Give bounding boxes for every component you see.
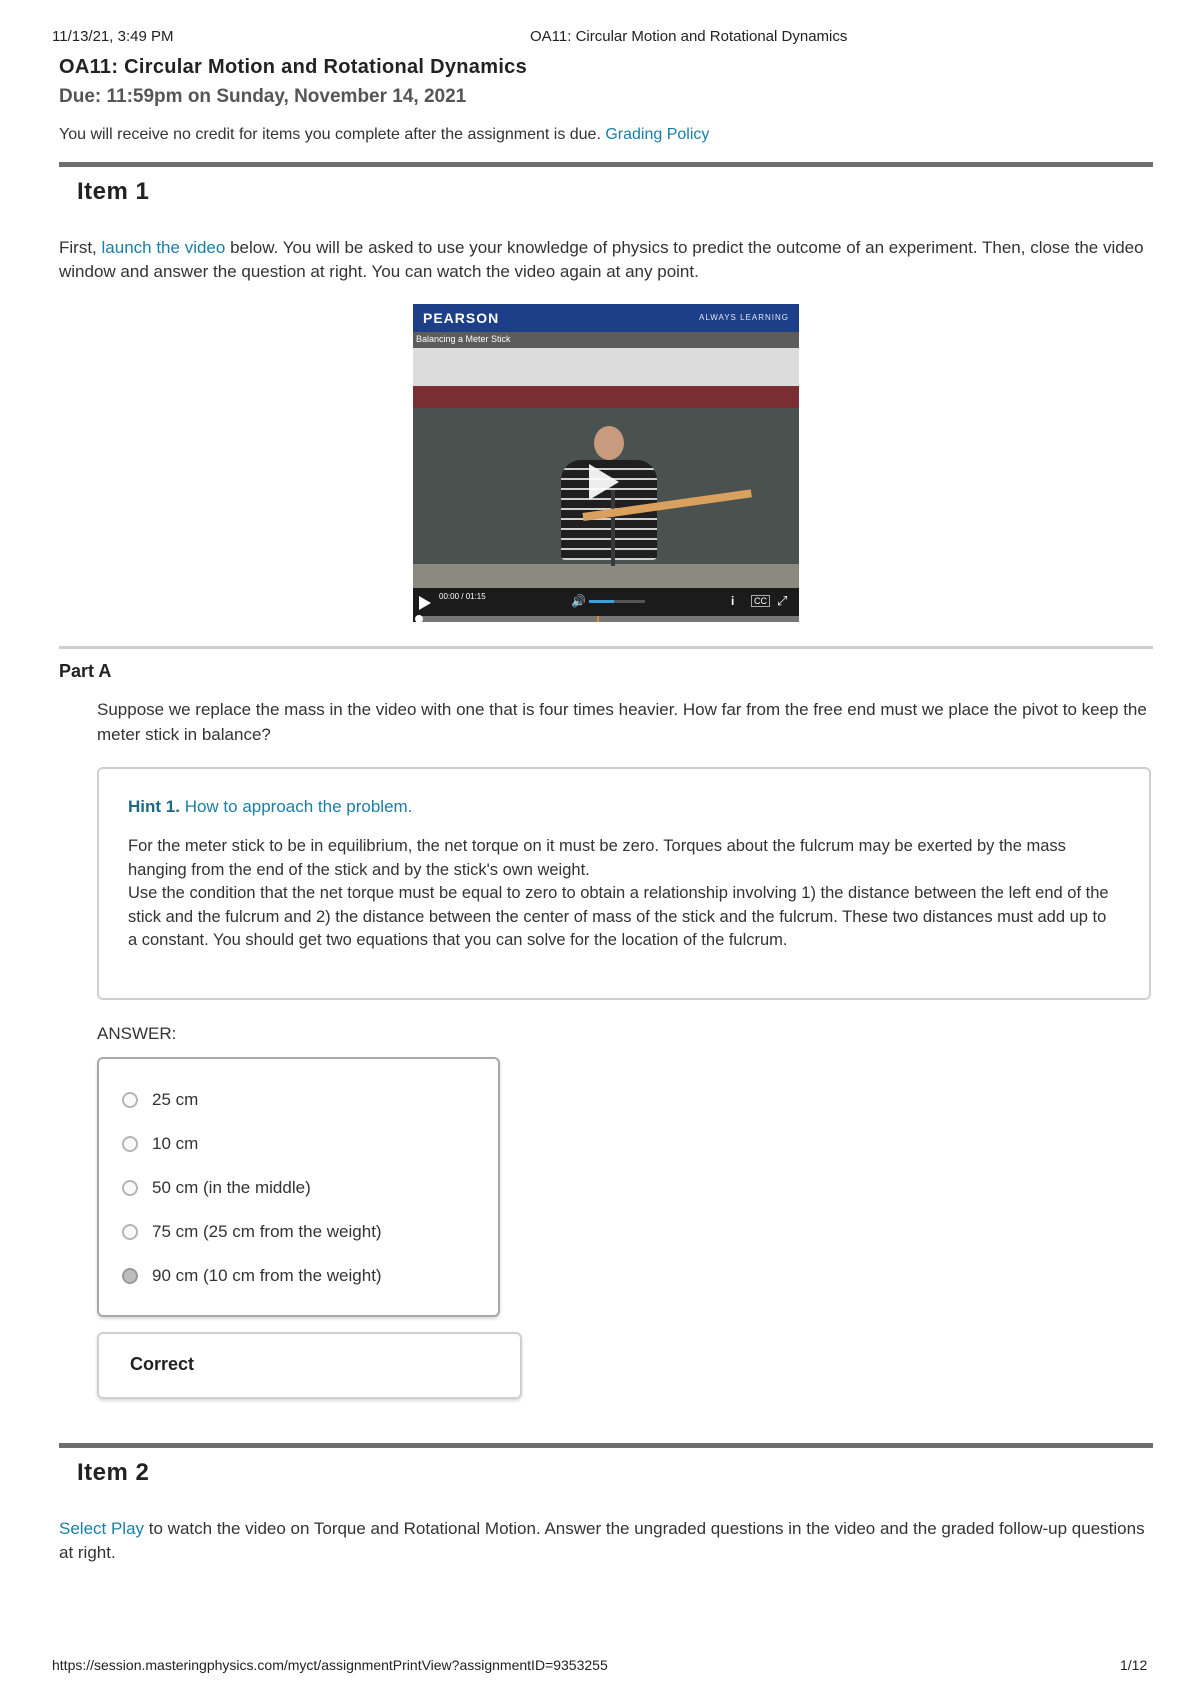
- print-footer-url: https://session.masteringphysics.com/myct/assignmentPrintView?assignmentID=9353255: [52, 1657, 608, 1673]
- choice-label: 25 cm: [152, 1090, 199, 1109]
- video-pivot-stand: [611, 490, 615, 566]
- video-scrub-handle[interactable]: [415, 615, 423, 622]
- answer-choice[interactable]: [122, 1175, 311, 1201]
- late-notice-text: You will receive no credit for items you complete after the assignment is due.: [59, 126, 601, 143]
- feedback-panel: [97, 1332, 522, 1399]
- item-2-title: Item 2: [77, 1459, 150, 1486]
- hint-panel: [97, 767, 1151, 1000]
- radio-button[interactable]: [122, 1180, 138, 1196]
- select-play-link[interactable]: Select Play: [59, 1519, 145, 1538]
- info-icon[interactable]: i: [731, 594, 735, 608]
- item-1-intro-after: below. You will be asked to use your knowledge of physics to predict the outcome of an experiment. Then, close the video window and answer the question at right. You can watch the video again at any point.: [59, 238, 1144, 281]
- answer-choice[interactable]: [122, 1219, 382, 1245]
- pearson-banner: [413, 304, 799, 332]
- feedback-status: Correct: [130, 1354, 195, 1374]
- answer-choice[interactable]: [122, 1087, 198, 1113]
- answer-choice[interactable]: [122, 1263, 382, 1289]
- pearson-logo: PEARSON: [423, 310, 500, 326]
- radio-button[interactable]: [122, 1224, 138, 1240]
- fullscreen-icon[interactable]: ⤢: [777, 593, 788, 608]
- hint-number: Hint 1.: [128, 797, 180, 816]
- captions-button[interactable]: CC: [751, 595, 770, 607]
- item-divider: [59, 162, 1153, 167]
- launch-video-link[interactable]: launch the video: [101, 238, 226, 257]
- video-title-bar: [413, 332, 799, 348]
- late-notice: [59, 126, 709, 144]
- hint-paragraph: Use the condition that the net torque must be equal to zero to obtain a relationship involving 1) the distance between the left end of the stick and the fulcrum and 2) the distance between the center of mass of the stick and the fulcrum. These two distances must add up to a constant. You should get two equations that you can solve for the location of the fulcrum.: [128, 884, 1109, 949]
- choice-label: 90 cm (10 cm from the weight): [152, 1266, 382, 1285]
- item-1-title: Item 1: [77, 178, 150, 205]
- page-number: 1/12: [1120, 1657, 1148, 1673]
- item-divider: [59, 1443, 1153, 1448]
- answer-label: ANSWER:: [97, 1024, 177, 1043]
- play-icon[interactable]: [419, 596, 431, 610]
- item-2-intro: [59, 1517, 1159, 1565]
- big-play-icon[interactable]: [589, 464, 619, 500]
- item-1-intro-before: First,: [59, 238, 97, 257]
- print-header-title: OA11: Circular Motion and Rotational Dynamics: [530, 28, 848, 45]
- grading-policy-link[interactable]: Grading Policy: [605, 126, 710, 143]
- radio-button[interactable]: [122, 1268, 138, 1284]
- part-a-title: Part A: [59, 661, 112, 681]
- choice-label: 10 cm: [152, 1134, 199, 1153]
- video-scene-wall: [413, 348, 799, 386]
- assignment-title: OA11: Circular Motion and Rotational Dynamics: [59, 56, 528, 78]
- choice-label: 50 cm (in the middle): [152, 1178, 311, 1197]
- volume-slider[interactable]: [589, 600, 645, 603]
- answer-choices: [97, 1057, 500, 1317]
- hint-title[interactable]: How to approach the problem.: [184, 797, 413, 816]
- choice-label: 75 cm (25 cm from the weight): [152, 1222, 382, 1241]
- part-divider: [59, 646, 1153, 649]
- video-player[interactable]: [413, 304, 799, 622]
- volume-level: [589, 600, 614, 603]
- video-time: 00:00 / 01:15: [439, 592, 486, 601]
- due-date: Due: 11:59pm on Sunday, November 14, 2021: [59, 86, 467, 107]
- radio-button[interactable]: [122, 1092, 138, 1108]
- hint-header[interactable]: [128, 797, 412, 817]
- item-1-intro: [59, 236, 1159, 284]
- pearson-tagline: ALWAYS LEARNING: [699, 313, 789, 322]
- part-a-question: Suppose we replace the mass in the video with one that is four times heavier. How far from the free end must we place the pivot to keep the meter stick in balance?: [97, 700, 1147, 744]
- video-progress-bar[interactable]: [413, 616, 799, 622]
- radio-button[interactable]: [122, 1136, 138, 1152]
- answer-choice[interactable]: [122, 1131, 198, 1157]
- video-title: Balancing a Meter Stick: [416, 334, 511, 344]
- video-scene-table: [413, 564, 799, 588]
- video-person-head: [594, 426, 624, 460]
- item-2-intro-after: to watch the video on Torque and Rotational Motion. Answer the ungraded questions in the video and the graded follow-up questions at right.: [59, 1519, 1145, 1562]
- volume-icon[interactable]: 🔊: [571, 594, 586, 608]
- print-datetime: 11/13/21, 3:49 PM: [52, 28, 174, 45]
- video-progress-marker: [597, 616, 599, 622]
- hint-paragraph: For the meter stick to be in equilibrium, the net torque on it must be zero. Torques about the fulcrum may be exerted by the mass hanging from the end of the stick and by the stick's own weight.: [128, 837, 1066, 879]
- video-scene-stripe: [413, 386, 799, 408]
- hint-body: [128, 835, 1118, 953]
